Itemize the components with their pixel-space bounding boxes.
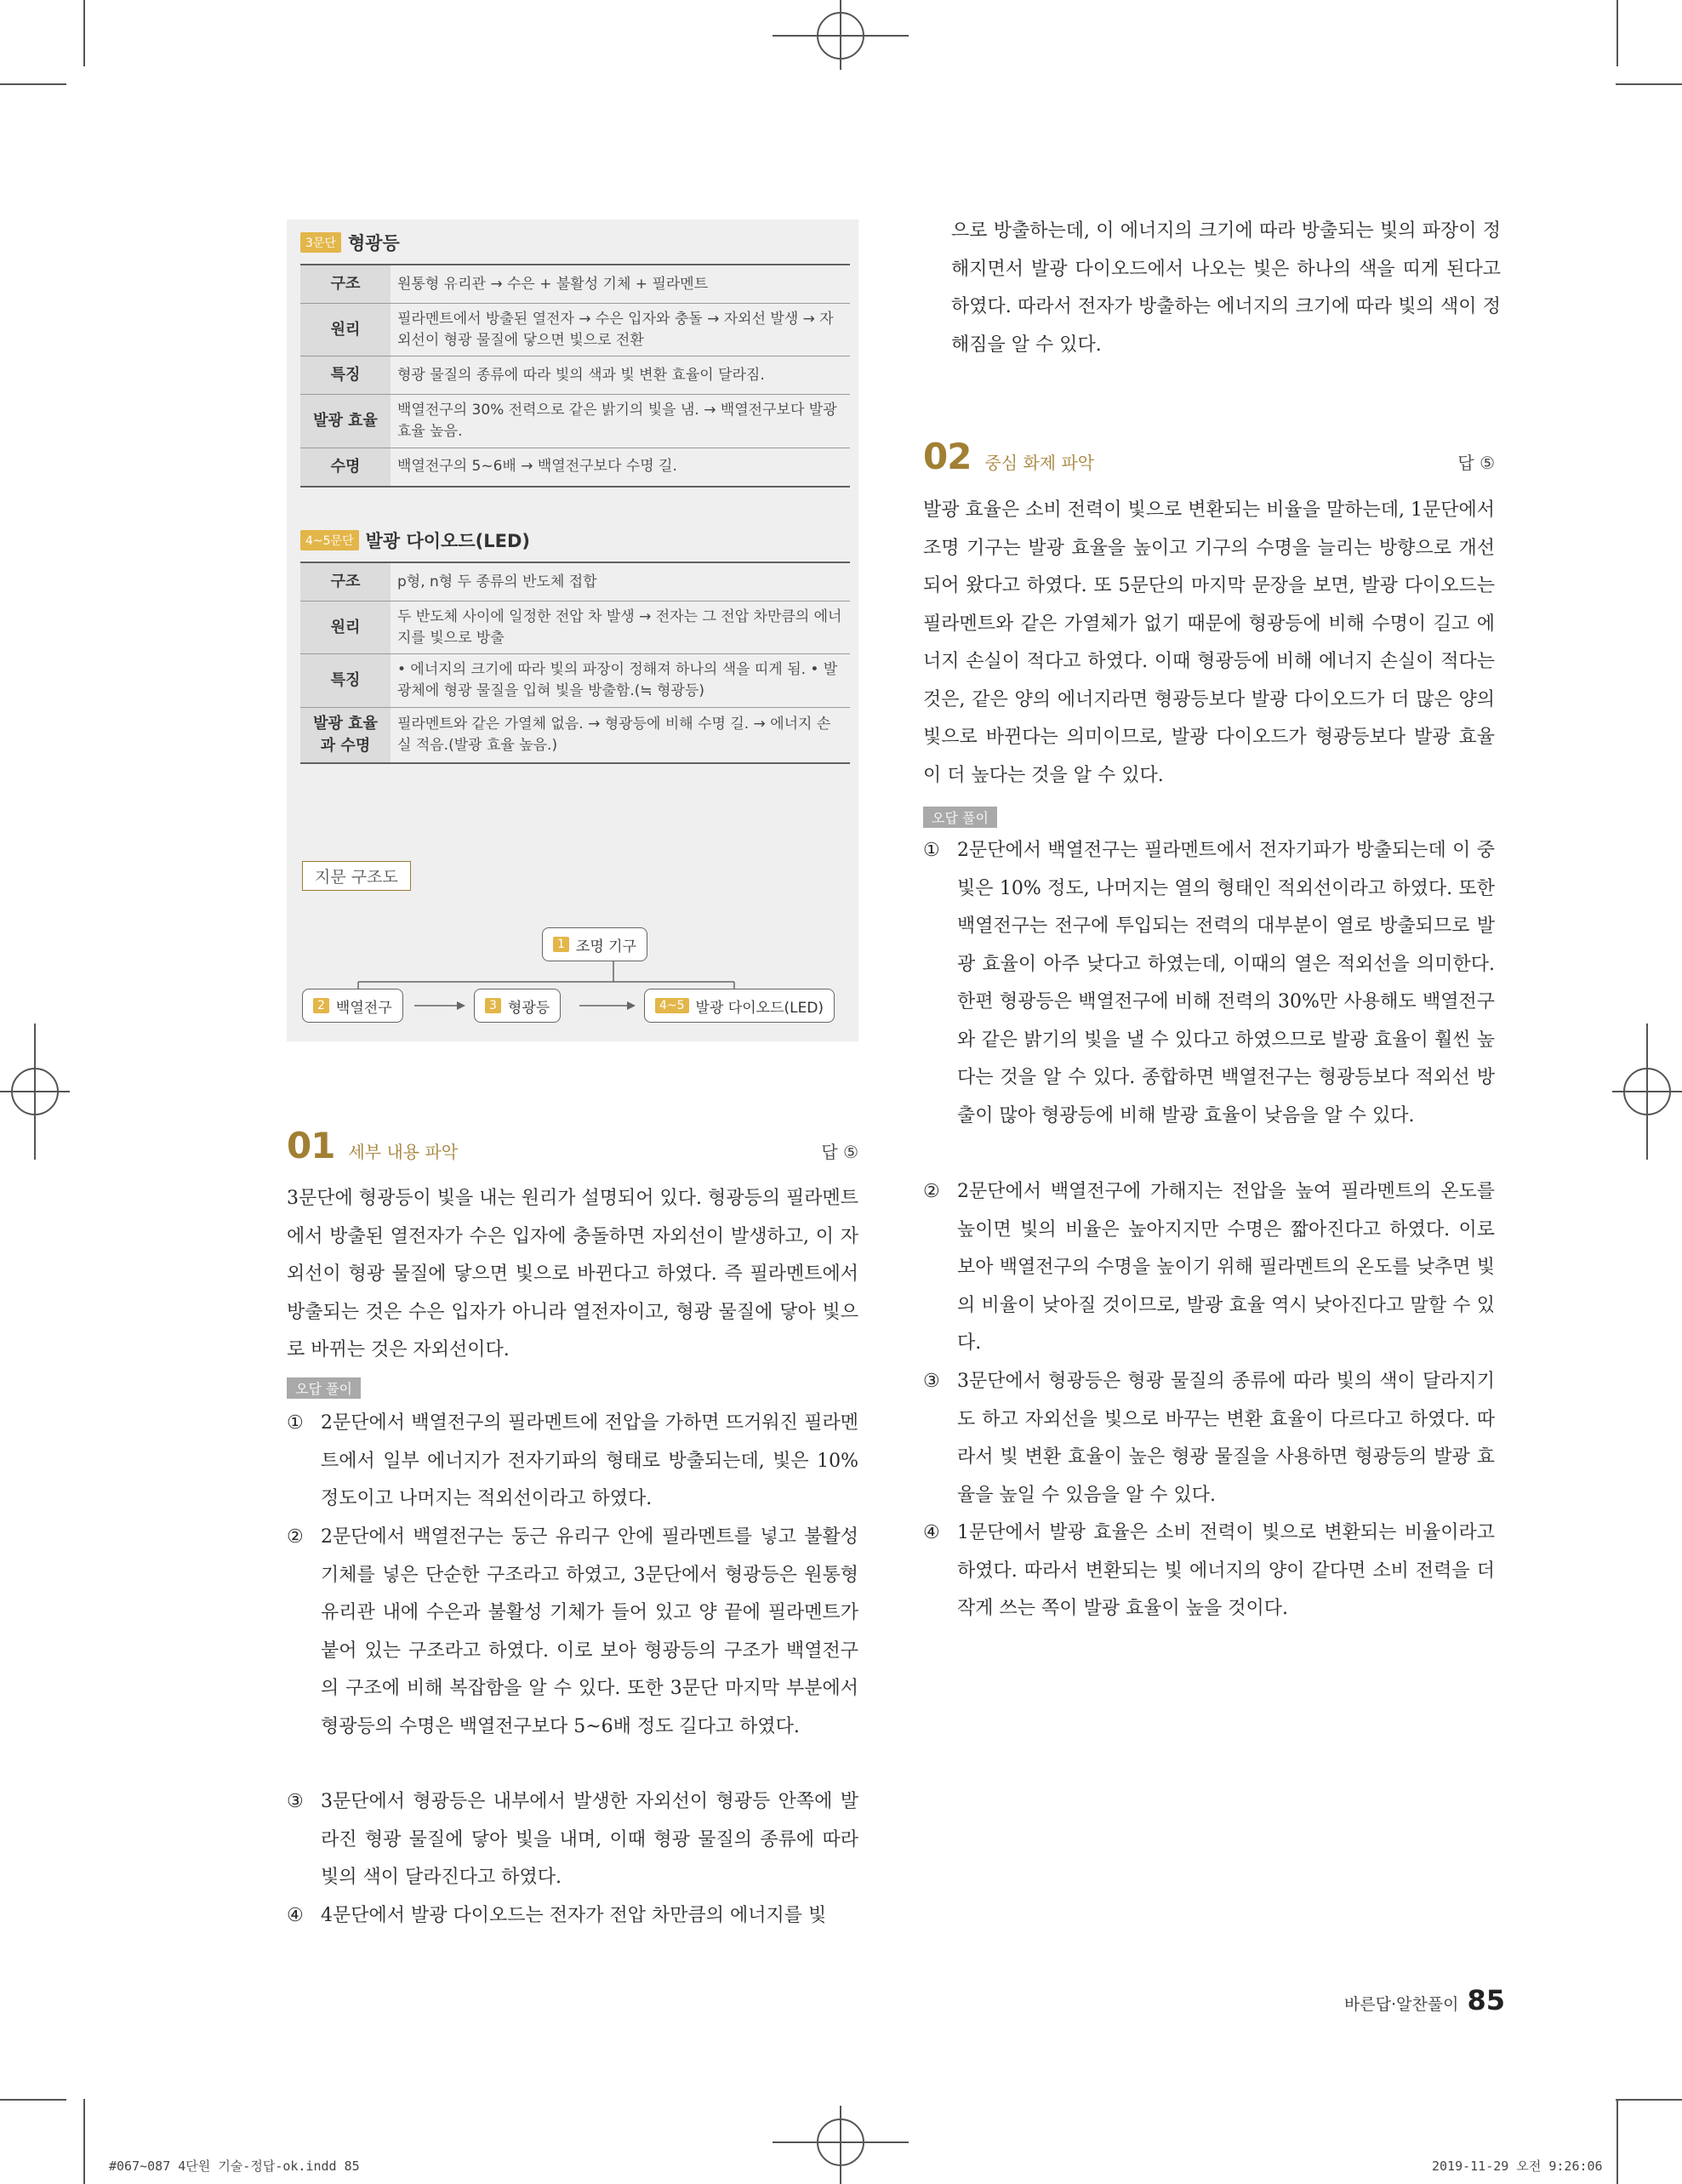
wrong-answer-badge: 오답 풀이 xyxy=(923,807,997,828)
diagram-node-incandescent: 2 백열전구 xyxy=(302,989,403,1023)
registration-line xyxy=(840,2106,841,2184)
print-slug-file: #067~087 4단원 기술-정답-ok.indd 85 xyxy=(109,2158,360,2174)
wrong-answer-item: ④ 1문단에서 발광 효율은 소비 전력이 빛으로 변환되는 비율이라고 하였다. 따라서 변환되는 빛 에너지의 양이 같다면 소비 전력을 더 작게 쓰는 쪽이 발광 효율이 높을 것이다. xyxy=(923,1522,1495,1619)
registration-line xyxy=(1646,1024,1648,1160)
crop-mark xyxy=(1616,2099,1618,2184)
question-02-header xyxy=(923,436,1495,477)
wrong-answer-item: ① 2문단에서 백열전구의 필라멘트에 전압을 가하면 뜨거워진 필라멘트에서 일부 에너지가 전자기파의 형태로 방출되는데, 빛은 10% 정도이고 나머지는 적외선이라고 하였다. xyxy=(287,1412,858,1509)
answer-label: 답 ⑤ xyxy=(821,1142,858,1162)
crop-mark xyxy=(1616,0,1618,66)
wrong-answer-badge: 오답 풀이 xyxy=(287,1377,361,1399)
paragraph-tag: 4~5문단 xyxy=(300,530,359,550)
question-number: 01 xyxy=(287,1125,335,1166)
diagram-node-led: 4~5 발광 다이오드(LED) xyxy=(644,989,835,1023)
crop-mark xyxy=(1616,83,1682,85)
table-row: 특징 • 에너지의 크기에 따라 빛의 파장이 정해져 하나의 색을 띠게 됨. • 발광체에 형광 물질을 입혀 빛을 방출함.(≒ 형광등) xyxy=(300,654,850,707)
crop-mark xyxy=(1616,2099,1682,2101)
question-number: 02 xyxy=(923,436,972,477)
print-slug-date: 2019-11-29 오전 9:26:06 xyxy=(1432,2158,1603,2174)
table-row: 특징 형광 물질의 종류에 따라 빛의 색과 빛 변환 효율이 달라짐. xyxy=(300,356,850,395)
wrong-answer-item: ③ 3문단에서 형광등은 형광 물질의 종류에 따라 빛의 색이 달라지기도 하고 자외선을 빛으로 바꾸는 변환 효율이 다르다고 하였다. 따라서 빛 변환 효율이 높은 형광 물질을 사용하면 형광등의 발광 효율을 높일 수 있음을 알 수 있다. xyxy=(923,1371,1495,1506)
wrong-answer-item: ④ 4문단에서 발광 다이오드는 전자가 전압 차만큼의 에너지를 빛 xyxy=(287,1905,827,1926)
registration-line xyxy=(34,1024,36,1160)
table-row: 구조 p형, n형 두 종류의 반도체 접합 xyxy=(300,562,850,602)
structure-diagram-label: 지문 구조도 xyxy=(302,861,411,891)
table-row: 구조 원통형 유리관 → 수은 + 불활성 기체 + 필라멘트 xyxy=(300,265,850,304)
page-number: 85 xyxy=(1467,1984,1506,2016)
crop-mark xyxy=(83,2099,85,2184)
section-title: 형광등 xyxy=(347,233,400,254)
wrong-answer-item: ③ 3문단에서 형광등은 내부에서 발생한 자외선이 형광등 안쪽에 발라진 형광 물질에 닿아 빛을 내며, 이때 형광 물질의 종류에 따라 빛의 색이 달라진다고 하였다. xyxy=(287,1791,858,1888)
table-row: 발광 효율 백열전구의 30% 전력으로 같은 밝기의 빛을 냄. → 백열전구보다 발광 효율 높음. xyxy=(300,395,850,448)
diagram-node-lighting: 1 조명 기구 xyxy=(542,927,647,961)
crop-mark xyxy=(0,83,66,85)
question-type: 중심 화제 파악 xyxy=(984,453,1095,473)
question-01-explanation: 3문단에 형광등이 빛을 내는 원리가 설명되어 있다. 형광등의 필라멘트에서 방출된 열전자가 수은 입자에 충돌하면 자외선이 발생하고, 이 자외선이 형광 물질에 닿으면 빛으로 바뀐다고 하였다. 즉 필라멘트에서 방출되는 것은 수은 입자가 아니라 열전자이고, 형광 물질에 닿아 빛으로 바뀌는 것은 자외선이다. xyxy=(287,1188,858,1360)
wrong-answer-item: ② 2문단에서 백열전구는 둥근 유리구 안에 필라멘트를 넣고 불활성 기체를 넣은 단순한 구조라고 하였고, 3문단에서 형광등은 원통형 유리관 내에 수은과 불활성 기체가 들어 있고 양 끝에 필라멘트가 붙어 있는 구조라고 하였다. 이로 보아 형광등의 구조가 백열전구의 구조에 비해 복잡함을 알 수 있다. 또한 3문단 마지막 부분에서 형광등의 수명은 백열전구보다 5~6배 정도 길다고 하였다. xyxy=(287,1526,858,1737)
wrong-answer-item: ① 2문단에서 백열전구는 필라멘트에서 전자기파가 방출되는데 이 중 빛은 10% 정도, 나머지는 열의 형태인 적외선이라고 하였다. 또한 백열전구는 전구에 투입되는 전력의 대부분이 열로 방출되므로 발광 효율이 아주 낮다고 하였는데, 이때의 열은 적외선을 의미한다. 한편 형광등은 백열전구에 비해 전력의 30%만 사용해도 백열전구와 같은 밝기의 빛을 낼 수 있다고 하였으므로 발광 효율이 훨씬 높다는 것을 알 수 있다. 종합하면 백열전구는 형광등보다 적외선 방출이 많아 형광등에 비해 발광 효율이 낮음을 알 수 있다. xyxy=(923,840,1495,1126)
table-row: 발광 효율과 수명 필라멘트와 같은 가열체 없음. → 형광등에 비해 수명 길. → 에너지 손실 적음.(발광 효율 높음.) xyxy=(300,707,850,763)
passage-summary-box xyxy=(287,220,858,1041)
diagram-node-fluorescent: 3 형광등 xyxy=(474,989,561,1023)
wrong-answer-item: ② 2문단에서 백열전구에 가해지는 전압을 높여 필라멘트의 온도를 높이면 빛의 비율은 높아지지만 수명은 짧아진다고 하였다. 이로 보아 백열전구의 수명을 높이기 위해 필라멘트의 온도를 낮추면 빛의 비율이 낮아질 것이므로, 발광 효율 역시 낮아진다고 말할 수 있다. xyxy=(923,1181,1495,1354)
table-row: 원리 두 반도체 사이에 일정한 전압 차 발생 → 전자는 그 전압 차만큼의 에너지를 빛으로 방출 xyxy=(300,602,850,654)
continued-text: 으로 방출하는데, 이 에너지의 크기에 따라 방출되는 빛의 파장이 정해지면서 발광 다이오드에서 나오는 빛은 하나의 색을 띠게 된다고 하였다. 따라서 전자가 방출하는 에너지의 크기에 따라 빛의 색이 정해짐을 알 수 있다. xyxy=(951,220,1501,356)
structure-diagram-lines xyxy=(287,220,858,1041)
answer-label: 답 ⑤ xyxy=(1457,453,1495,473)
crop-mark xyxy=(0,2099,66,2101)
table-row: 수명 백열전구의 5~6배 → 백열전구보다 수명 길. xyxy=(300,448,850,487)
section-title: 발광 다이오드(LED) xyxy=(365,531,530,551)
question-02-explanation: 발광 효율은 소비 전력이 빛으로 변환되는 비율을 말하는데, 1문단에서 조명 기구는 발광 효율을 높이고 기구의 수명을 늘리는 방향으로 개선되어 왔다고 하였다. 또 5문단의 마지막 문장을 보면, 발광 다이오드는 필라멘트와 같은 가열체가 없기 때문에 형광등에 비해 수명이 길고 에너지 손실이 적다고 하였다. 이때 형광등에 비해 에너지 손실이 적다는 것은, 같은 양의 에너지라면 형광등보다 발광 다이오드가 더 많은 양의 빛으로 바뀐다는 의미이므로, 발광 다이오드가 형광등보다 발광 효율이 더 높다는 것을 알 수 있다. xyxy=(923,499,1495,786)
registration-line xyxy=(840,0,841,70)
paragraph-tag: 3문단 xyxy=(300,232,341,253)
book-title: 바른답·알찬풀이 xyxy=(1344,1995,1459,2014)
crop-mark xyxy=(83,0,85,66)
table-row: 원리 필라멘트에서 방출된 열전자 → 수은 입자와 충돌 → 자외선 발생 → 자외선이 형광 물질에 닿으면 빛으로 전환 xyxy=(300,304,850,356)
question-01-header xyxy=(287,1125,858,1166)
question-type: 세부 내용 파악 xyxy=(348,1142,459,1162)
page-footer xyxy=(1344,1984,1505,2016)
